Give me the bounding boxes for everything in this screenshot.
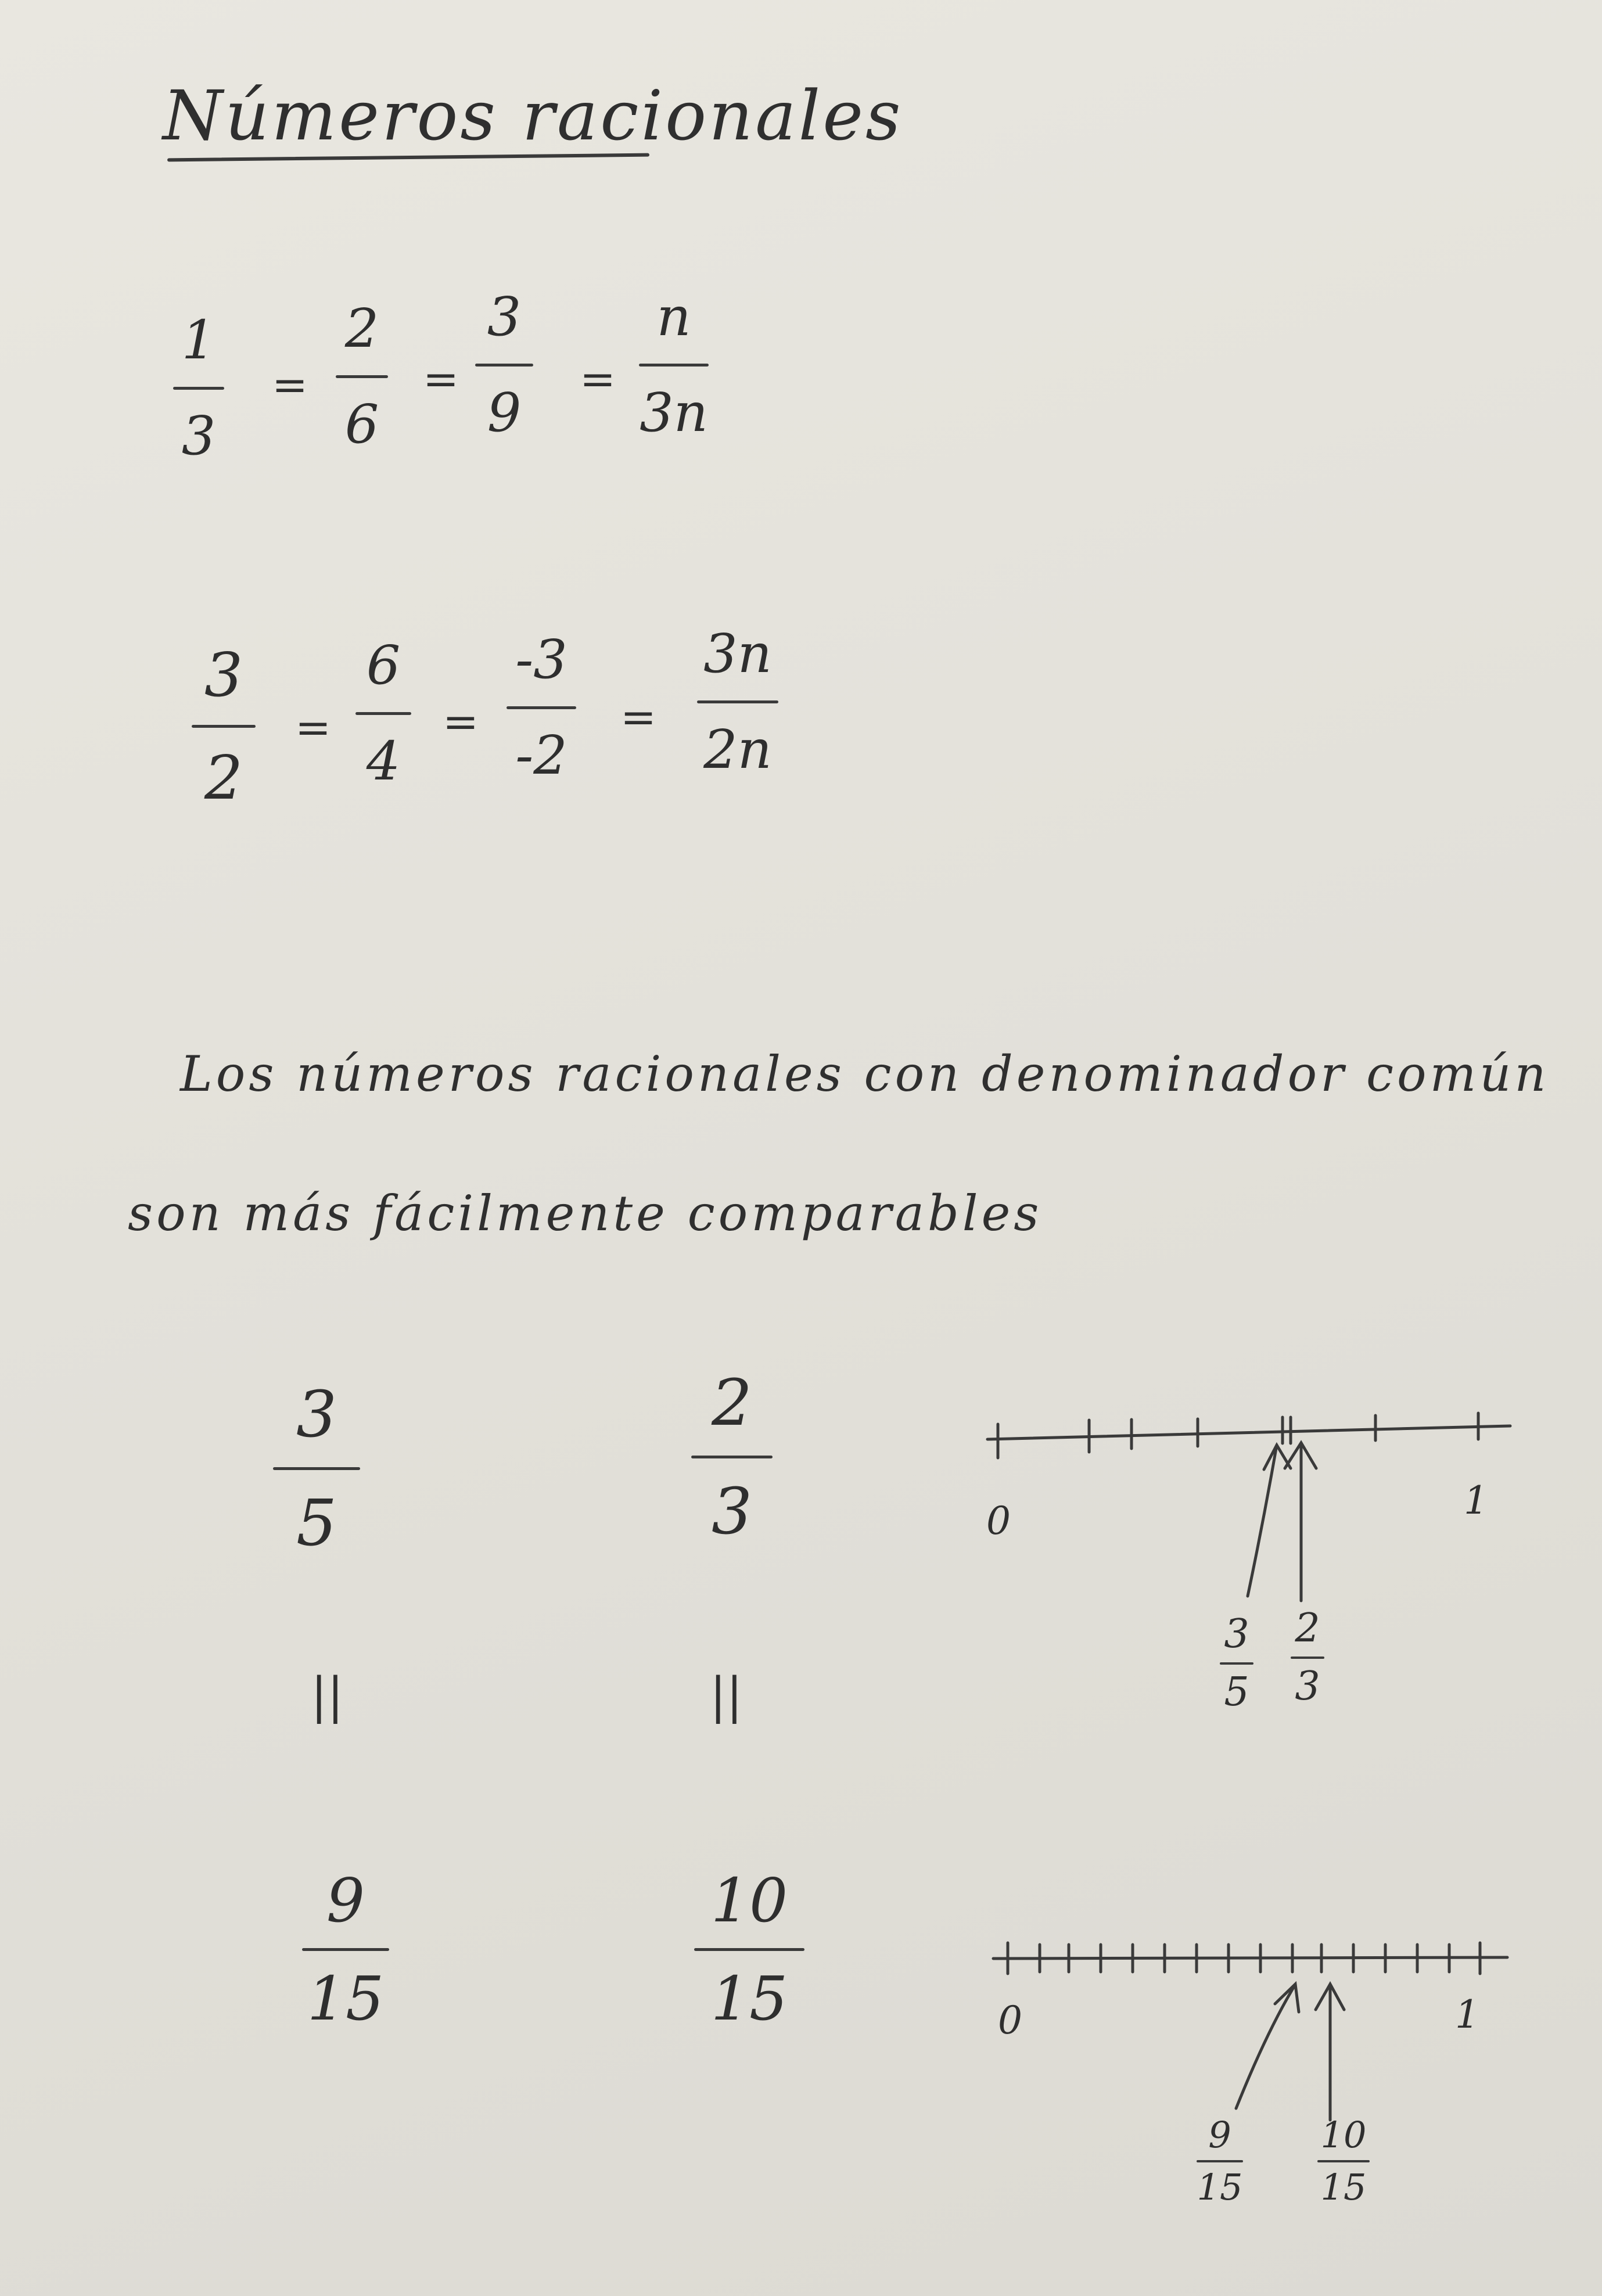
number-line-1-start-label: 0 bbox=[986, 1499, 1011, 1543]
fraction-9-15: 9 15 bbox=[302, 1870, 389, 2029]
number-line-1-axis bbox=[987, 1426, 1510, 1439]
fraction-row2-2: 6 4 bbox=[355, 639, 411, 788]
vertical-equals: || bbox=[311, 1667, 344, 1724]
equals-sign: = bbox=[423, 354, 459, 404]
arrow-9-15 bbox=[1236, 1986, 1294, 2108]
equals-sign: = bbox=[295, 703, 332, 753]
fraction-3-5: 3 5 bbox=[273, 1382, 360, 1555]
equals-sign: = bbox=[272, 360, 308, 410]
fraction-10-15: 10 15 bbox=[694, 1870, 804, 2029]
fraction-2-3: 2 3 bbox=[691, 1371, 773, 1543]
number-line-2-start-label: 0 bbox=[998, 1998, 1022, 2043]
fraction-row2-4: 3n 2n bbox=[697, 627, 778, 777]
page-title: Números racionales bbox=[163, 76, 903, 156]
vertical-equals: || bbox=[710, 1667, 743, 1724]
number-line-2-axis bbox=[993, 1957, 1507, 1959]
numerator: 1 bbox=[181, 309, 216, 371]
number-line-1-end-label: 1 bbox=[1464, 1478, 1488, 1523]
number-line-1-ticks bbox=[998, 1413, 1478, 1458]
sentence-line-2: son más fácilmente comparables bbox=[128, 1185, 1043, 1242]
fraction-row1-3: 3 9 bbox=[475, 290, 533, 440]
fraction-row2-1: 3 2 bbox=[192, 645, 256, 808]
fraction-row2-3: -3 -2 bbox=[507, 633, 576, 782]
equals-sign: = bbox=[443, 697, 479, 747]
fraction-row1-4: n 3n bbox=[640, 286, 708, 444]
arrow-3-5 bbox=[1248, 1445, 1277, 1596]
number-line-1-marker-2-3: 2 3 bbox=[1291, 1609, 1324, 1706]
number-line-2-end-label: 1 bbox=[1455, 1992, 1479, 2037]
equals-sign: = bbox=[620, 692, 657, 742]
number-line-1-marker-3-5: 3 5 bbox=[1220, 1615, 1253, 1712]
equals-sign: = bbox=[580, 354, 616, 404]
sentence-line-1: Los números racionales con denominador común bbox=[180, 1045, 1550, 1102]
denominator: 3 bbox=[181, 405, 216, 467]
fraction-row1-2: 2 6 bbox=[336, 302, 388, 451]
number-line-2-marker-10-15: 10 15 bbox=[1317, 2117, 1370, 2205]
number-line-2-marker-9-15: 9 15 bbox=[1197, 2114, 1243, 2208]
